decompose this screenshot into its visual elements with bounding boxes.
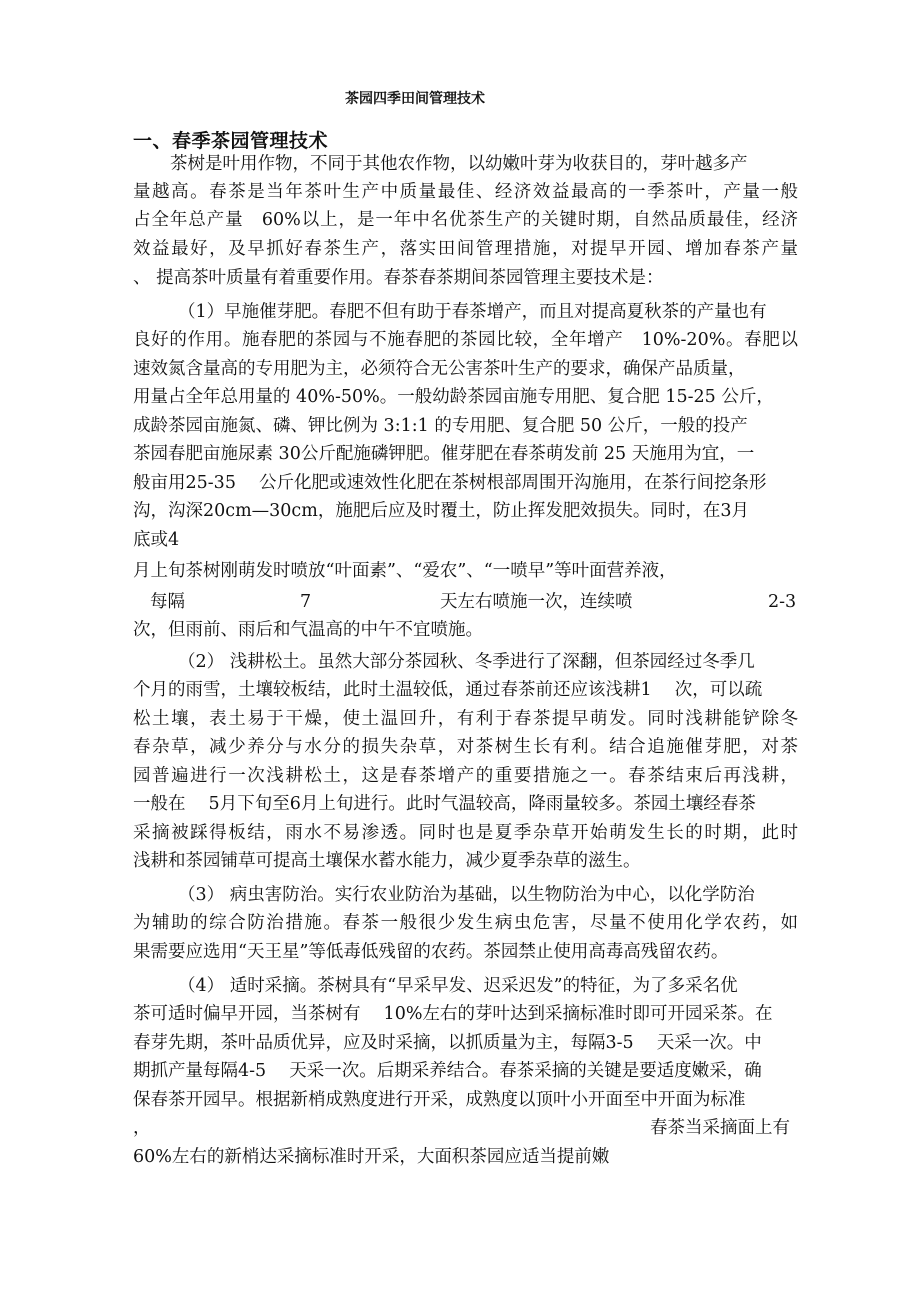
paragraph-line: 茶园春肥亩施尿素 30公斤配施磷钾肥。催芽肥在春茶萌发前 25 天施用为宜，一 xyxy=(133,444,755,464)
paragraph-line: 浅耕和茶园铺草可提高土壤保水蓄水能力，减少夏季杂草的滋生。 xyxy=(133,851,641,871)
paragraph-line: （3） 病虫害防治。实行农业防治为基础，以生物防治为中心，以化学防治 xyxy=(178,885,755,905)
paragraph-line: 为辅助的综合防治措施。春茶一般很少发生病虫危害，尽量不使用化学农药，如 xyxy=(133,913,798,933)
paragraph-line: 期抓产量每隔4-5 天采一次。后期采养结合。春茶采摘的关键是要适度嫩采，确 xyxy=(133,1061,762,1081)
paragraph-line: 果需要应选用“天王星”等低毒低残留的农药。茶园禁止使用高毒高残留农药。 xyxy=(133,942,729,962)
paragraph-line: 用量占全年总用量的 40%-50%。一般幼龄茶园亩施专用肥、复合肥 15-25 公斤， xyxy=(133,387,774,407)
paragraph-line: 春芽先期，茶叶品质优异，应及时采摘，以抓质量为主，每隔3-5 天采一次。中 xyxy=(133,1033,762,1053)
paragraph-line: 春杂草，减少养分与水分的损失杂草，对茶树生长有利。结合追施催芽肥，对茶 xyxy=(133,737,798,757)
paragraph-line: 般亩用25-35 公斤化肥或速效性化肥在茶树根部周围开沟施用，在茶行间挖条形 xyxy=(133,473,767,493)
paragraph-line: 底或4 xyxy=(133,530,180,550)
paragraph-line: 量越高。春茶是当年茶叶生产中质量最佳、经济效益最高的一季茶叶，产量一般 xyxy=(133,182,798,202)
paragraph-line-segment: 2-3 xyxy=(768,592,797,612)
paragraph-line: 沟，沟深20cm—30cm，施肥后应及时覆土，防止挥发肥效损失。同时，在3月 xyxy=(133,501,749,521)
paragraph-line: 效益最好，及早抓好春茶生产，落实田间管理措施，对提早开园、增加春茶产量 xyxy=(133,239,798,259)
paragraph-line-segment: ， xyxy=(133,1118,151,1138)
paragraph-line: 、 提高茶叶质量有着重要作用。春茶春茶期间茶园管理主要技术是： xyxy=(133,268,664,288)
paragraph-line: 保春茶开园早。根据新梢成熟度进行开采，成熟度以顶叶小开面至中开面为标准 xyxy=(133,1090,746,1110)
paragraph-line: （2） 浅耕松土。虽然大部分茶园秋、冬季进行了深翻，但茶园经过冬季几 xyxy=(178,652,755,672)
paragraph-line: 茶可适时偏早开园，当茶树有 10%左右的芽叶达到采摘标准时即可开园采茶。在 xyxy=(133,1004,773,1024)
paragraph-line: 占全年总产量 60%以上，是一年中名优茶生产的关键时期，自然品质最佳，经济 xyxy=(133,210,798,230)
paragraph-line: 月上旬茶树刚萌发时喷放“叶面素”、“爱农”、“一喷早”等叶面营养液， xyxy=(133,561,677,581)
paragraph-line-segment: 天左右喷施一次，连续喷 xyxy=(440,592,633,612)
paragraph-line: 园普遍进行一次浅耕松土，这是春茶增产的重要措施之一。春茶结束后再浅耕， xyxy=(133,766,798,786)
paragraph-line: 一般在 5月下旬至6月上旬进行。此时气温较高，降雨量较多。茶园土壤经春茶 xyxy=(133,794,756,814)
document-title: 茶园四季田间管理技术 xyxy=(345,91,485,107)
section-heading: 一、春季茶园管理技术 xyxy=(133,130,329,152)
paragraph-line: 采摘被踩得板结，雨水不易渗透。同时也是夏季杂草开始萌发生长的时期，此时 xyxy=(133,823,798,843)
paragraph-line: 松土壤，表土易于干燥，使土温回升，有利于春茶提早萌发。同时浅耕能铲除冬 xyxy=(133,709,798,729)
paragraph-line: 次，但雨前、雨后和气温高的中午不宜喷施。 xyxy=(133,620,483,640)
paragraph-line: 成龄茶园亩施氮、磷、钾比例为 3:1:1 的专用肥、复合肥 50 公斤，一般的投产 xyxy=(133,416,748,436)
paragraph-line-segment: 春茶当采摘面上有 xyxy=(650,1118,790,1138)
paragraph-line: 速效氮含量高的专用肥为主，必须符合无公害茶叶生产的要求，确保产品质量， xyxy=(133,359,746,379)
paragraph-line: 60%左右的新梢达采摘标准时开采，大面积茶园应适当提前嫩 xyxy=(133,1147,610,1167)
paragraph-line: 个月的雨雪，土壤较板结，此时土温较低，通过春茶前还应该浅耕1 次，可以疏 xyxy=(133,680,763,700)
paragraph-line-segment: 每隔 xyxy=(150,592,185,612)
paragraph-line-segment: 7 xyxy=(300,592,312,612)
paragraph-line: 茶树是叶用作物，不同于其他农作物，以幼嫩叶芽为收获目的，芽叶越多产 xyxy=(170,154,748,174)
paragraph-line: （4） 适时采摘。茶树具有“早采早发、迟采迟发”的特征，为了多采名优 xyxy=(178,976,738,996)
paragraph-line: （1）早施催芽肥。春肥不但有助于春茶增产，而且对提高夏秋茶的产量也有 xyxy=(178,302,767,322)
paragraph-line: 良好的作用。施春肥的茶园与不施春肥的茶园比较，全年增产 10%-20%。春肥以 xyxy=(133,330,798,350)
